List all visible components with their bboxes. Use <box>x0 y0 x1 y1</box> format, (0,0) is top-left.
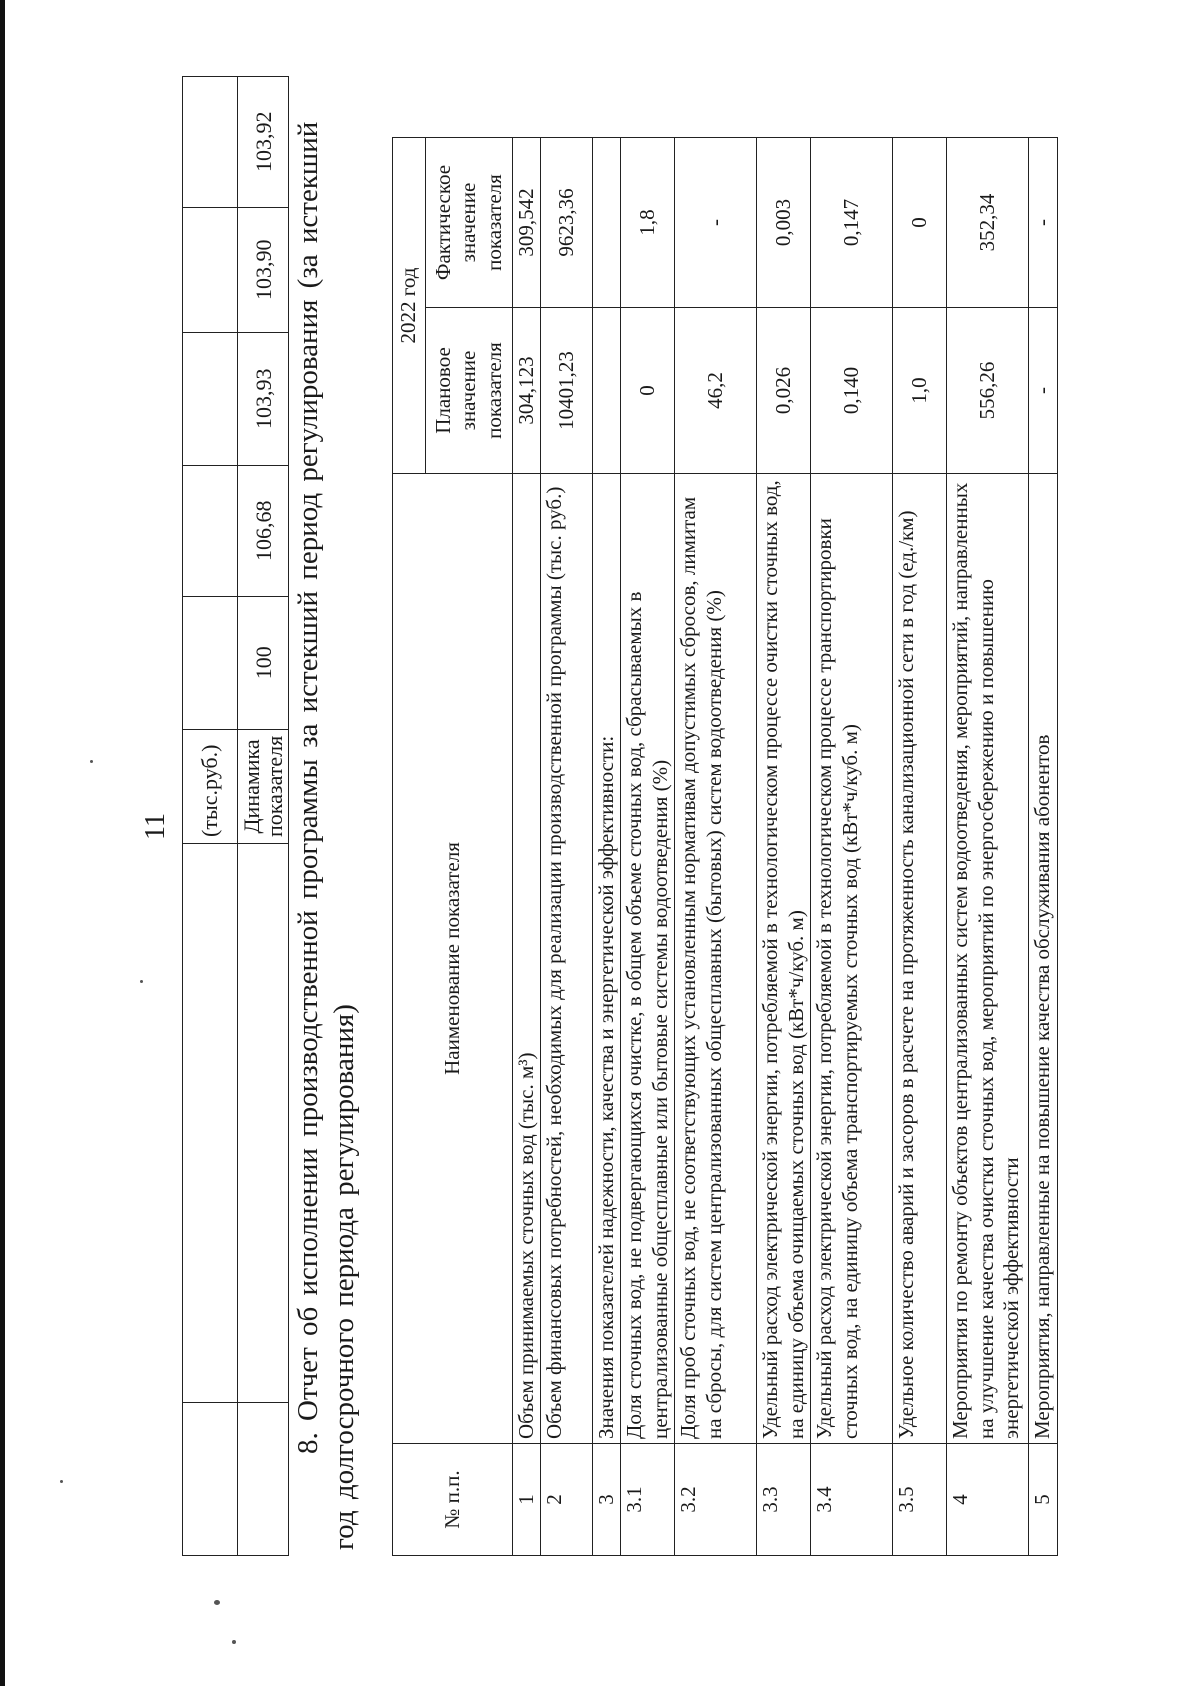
row-name: Объем финансовых потребностей, необходимых для реализации производственной программы (тыс. руб.) <box>541 474 593 1444</box>
row-fact-value: 352,34 <box>947 138 1029 308</box>
continuation-blank-cell <box>238 844 289 1403</box>
row-name: Удельное количество аварий и засоров в расчете на протяженность канализационной сети в год (ед./км) <box>893 474 947 1444</box>
row-plan-value: 0 <box>621 308 675 474</box>
table-row <box>893 138 947 1556</box>
row-fact-value: - <box>1029 138 1057 308</box>
table-row <box>593 138 621 1556</box>
row-fact-value: 0,003 <box>757 138 811 308</box>
table-row <box>675 138 757 1556</box>
row-fact-value: 9623,36 <box>541 138 593 308</box>
row-number: 2 <box>541 1444 593 1556</box>
row-plan-value: 556,26 <box>947 308 1029 474</box>
row-plan-value: 304,123 <box>513 308 541 474</box>
page-number: 11 <box>140 813 171 840</box>
header-indicator-name: Наименование показателя <box>393 474 513 1444</box>
row-number: 3.5 <box>893 1444 947 1556</box>
row-plan-value: 1,0 <box>893 308 947 474</box>
continuation-blank-cell <box>183 844 238 1403</box>
row-fact-value: 1,8 <box>621 138 675 308</box>
row-plan-value: 46,2 <box>675 308 757 474</box>
continuation-blank-cell <box>183 1403 238 1556</box>
header-year: 2022 год <box>393 138 426 474</box>
continuation-blank-cell <box>183 207 238 332</box>
row-name: Удельный расход электрической энергии, потребляемой в технологическом процессе транспортировки сточных вод, на единицу объема транспортируемых сточных вод (кВт*ч/куб. м) <box>811 474 893 1444</box>
row-number: 3 <box>593 1444 621 1556</box>
table-row <box>513 138 541 1556</box>
continuation-table <box>182 76 289 1556</box>
row-number: 5 <box>1029 1444 1057 1556</box>
table-row <box>757 138 811 1556</box>
dynamics-value: 103,92 <box>238 76 289 207</box>
row-number: 4 <box>947 1444 1029 1556</box>
row-fact-value: 0,147 <box>811 138 893 308</box>
row-name: Значения показателей надежности, качества и энергетической эффективности: <box>593 474 621 1444</box>
header-number: № п.п. <box>393 1444 513 1556</box>
table-row <box>541 138 593 1556</box>
row-name: Доля проб сточных вод, не соответствующих установленным нормативам допустимых сбросов, лимитам на сбросы, для систем централизованных общесплавных (бытовых) систем водоотведения (%) <box>675 474 757 1444</box>
row-name: Мероприятия по ремонту объектов централизованных систем водоотведения, мероприятий, направленных на улучшение качества очистки сточных вод, мероприятий по энергосбережению и повышению энергетической эффективности <box>947 474 1029 1444</box>
row-fact-value <box>593 138 621 308</box>
row-name: Доля сточных вод, не подвергающихся очистке, в общем объеме сточных вод, сбрасываемых в централизованные общесплавные или бытовые системы водоотведения (%) <box>621 474 675 1444</box>
table-row <box>621 138 675 1556</box>
row-number: 3.3 <box>757 1444 811 1556</box>
dynamics-value: 100 <box>238 596 289 729</box>
table-row <box>1029 138 1057 1556</box>
table-row <box>811 138 893 1556</box>
row-number: 3.1 <box>621 1444 675 1556</box>
row-fact-value: 309,542 <box>513 138 541 308</box>
row-plan-value: 0,140 <box>811 308 893 474</box>
dynamics-label: Динамика показателя <box>238 729 289 843</box>
dynamics-value: 103,93 <box>238 332 289 465</box>
production-program-report-table <box>392 137 1058 1556</box>
row-name: Мероприятия, направленные на повышение качества обслуживания абонентов <box>1029 474 1057 1444</box>
row-number: 1 <box>513 1444 541 1556</box>
continuation-blank-cell <box>183 596 238 729</box>
row-plan-value: - <box>1029 308 1057 474</box>
dynamics-value: 103,90 <box>238 207 289 332</box>
continuation-blank-cell <box>183 76 238 207</box>
row-fact-value: - <box>675 138 757 308</box>
table-row <box>947 138 1029 1556</box>
row-plan-value: 10401,23 <box>541 308 593 474</box>
row-fact-value: 0 <box>893 138 947 308</box>
row-number: 3.4 <box>811 1444 893 1556</box>
unit-label: (тыс.руб.) <box>183 729 238 843</box>
row-plan-value: 0,026 <box>757 308 811 474</box>
section-heading: 8. Отчет об исполнении производственной программы за истекший период регулирования (за истекший год долгосрочного периода регулирования) <box>292 121 361 1550</box>
header-fact: Фактическое значение показателя <box>426 138 513 308</box>
header-plan: Плановое значение показателя <box>426 308 513 474</box>
continuation-blank-cell <box>183 465 238 596</box>
dynamics-value: 106,68 <box>238 465 289 596</box>
row-name: Удельный расход электрической энергии, потребляемой в технологическом процессе очистки сточных вод, на единицу объема очищаемых сточных вод (кВт*ч/куб. м) <box>757 474 811 1444</box>
continuation-blank-cell <box>238 1403 289 1556</box>
row-plan-value <box>593 308 621 474</box>
continuation-blank-cell <box>183 332 238 465</box>
row-name: Объем принимаемых сточных вод (тыс. м³) <box>513 474 541 1444</box>
row-number: 3.2 <box>675 1444 757 1556</box>
